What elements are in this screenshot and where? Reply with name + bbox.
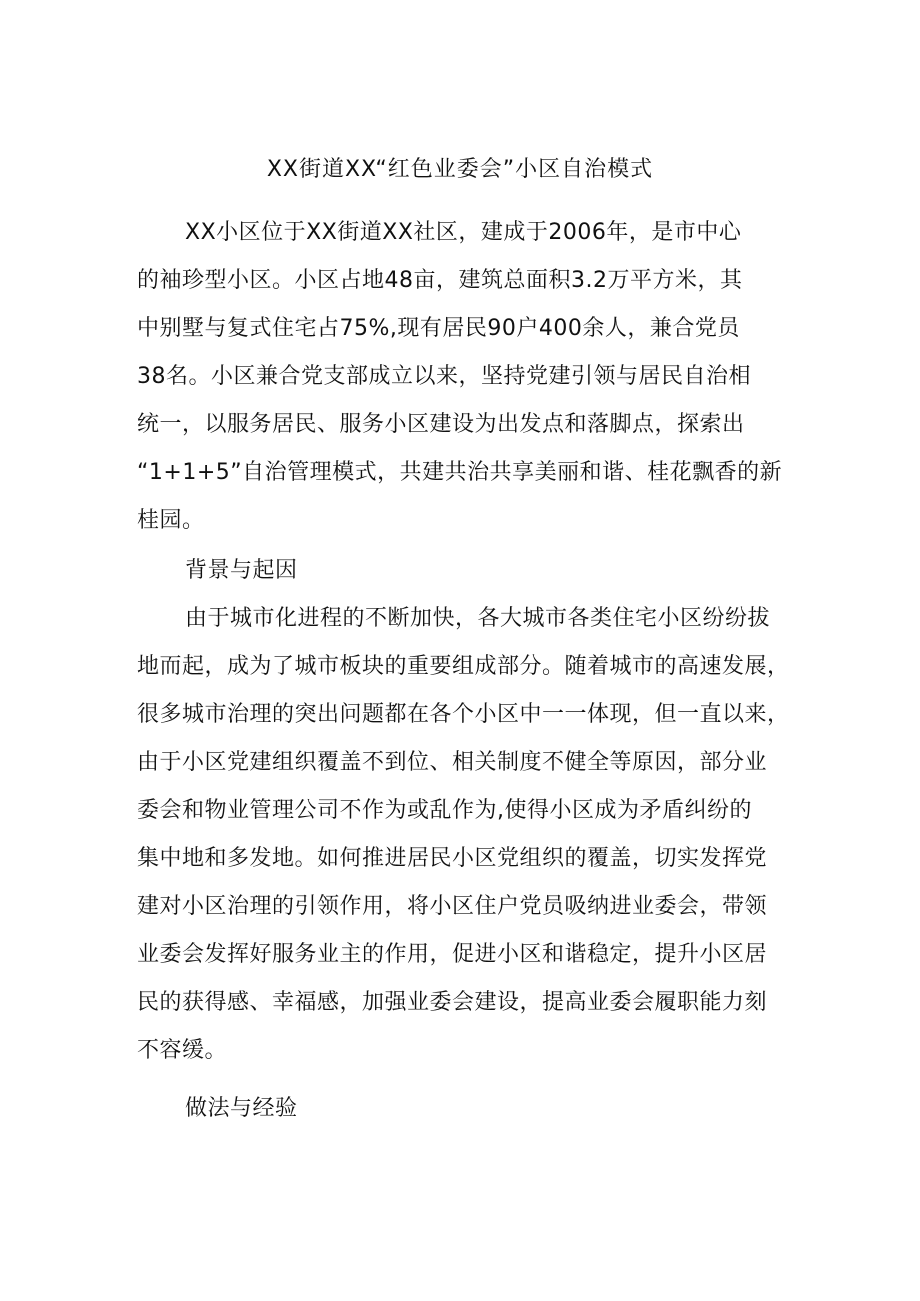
paragraph-line: 很多城市治理的突出问题都在各个小区中一一体现，但一直以来， [137,702,790,727]
paragraph-line: 民的获得感、幸福感，加强业委会建设，提高业委会履职能力刻 [137,990,768,1015]
paragraph-line: 建对小区治理的引领作用，将小区住户党员吸纳进业委会，带领 [137,894,768,919]
paragraph-line: 统一，以服务居民、服务小区建设为出发点和落脚点，探索出 [137,412,745,437]
paragraph-line: 集中地和多发地。如何推进居民小区党组织的覆盖，切实发挥党 [137,846,768,871]
paragraph-line: 业委会发挥好服务业主的作用，促进小区和谐稳定，提升小区居 [137,942,768,967]
paragraph-line: 由于城市化进程的不断加快，各大城市各类住宅小区纷纷拔 [185,606,771,631]
section-heading-methods: 做法与经验 [185,1096,298,1121]
document-title: XX街道XX“红色业委会”小区自治模式 [266,157,654,182]
paragraph-line: 不容缓。 [137,1038,228,1063]
paragraph-line: “1+1+5”自治管理模式，共建共治共享美丽和谐、桂花飘香的新 [137,460,783,485]
paragraph-line: 的袖珍型小区。小区占地48亩，建筑总面积3.2万平方米，其 [137,268,743,293]
paragraph-line: 38名。小区兼合党支部成立以来，坚持党建引领与居民自治相 [137,364,751,389]
paragraph-line: 地而起，成为了城市板块的重要组成部分。随着城市的高速发展， [137,654,790,679]
paragraph-line: 中别墅与复式住宅占75%,现有居民90户400余人，兼合党员 [137,316,740,341]
paragraph-line: XX小区位于XX街道XX社区，建成于2006年，是市中心 [185,220,742,245]
paragraph-line: 桂园。 [137,508,205,533]
paragraph-line: 委会和物业管理公司不作为或乱作为,使得小区成为矛盾纠纷的 [137,798,752,823]
paragraph-line: 由于小区党建组织覆盖不到位、相关制度不健全等原因，部分业 [137,750,768,775]
section-heading-background: 背景与起因 [185,558,298,583]
